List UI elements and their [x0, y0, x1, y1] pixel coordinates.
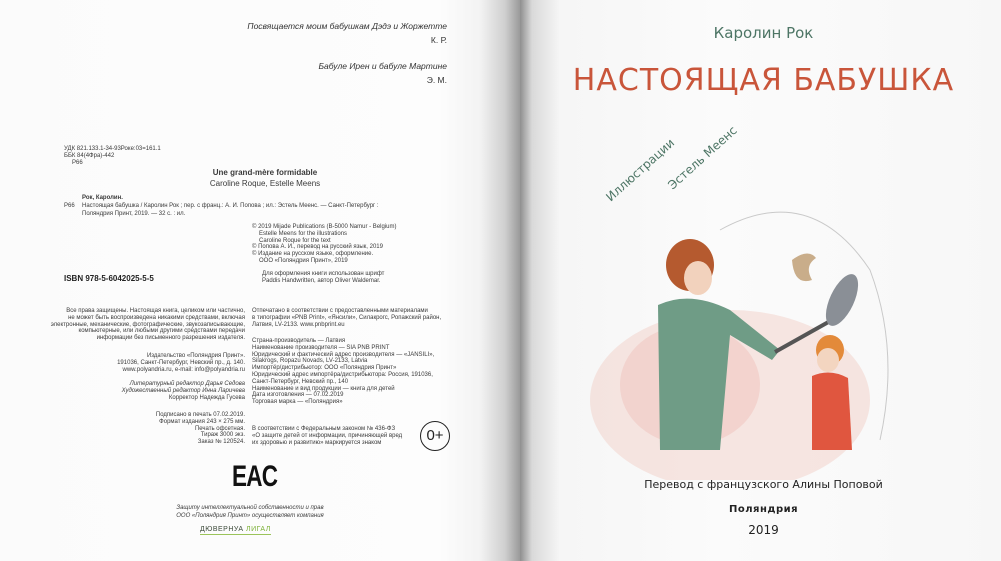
- publisher-line: 191036, Санкт-Петербург, Невский пр., д. 140.: [117, 359, 245, 366]
- eac-mark-icon: EAC: [232, 460, 278, 493]
- manufacturer-line: Импортёр/дистрибьютор: ООО «Поляндрия Принт»: [252, 365, 397, 372]
- print-info-line: Подписано в печать 07.02.2019.: [155, 412, 245, 418]
- translation-credit: Перевод с французского Алины Поповой: [644, 478, 883, 491]
- rights-line: электронные, механические, фотографические, звукозаписывающие,: [50, 321, 245, 328]
- printing-block: [252, 308, 441, 328]
- rights-line: не может быть воспроизведена никакими средствами, включая: [68, 314, 245, 321]
- copyright-line: © Попова А. И., перевод на русский язык, 2019: [252, 244, 383, 251]
- illustrator-name: Эстель Меенс: [665, 123, 740, 193]
- udk: УДК 821.133.1-34-93Роке:03=161.1: [64, 146, 161, 152]
- manufacturer-line: Silakrogs, Ropazu Novads, LV-2133, Latvia: [252, 358, 368, 365]
- manufacturer-line: Юридический и фактический адрес производителя — «JANSILI»,: [252, 351, 435, 358]
- manufacturer-line: Наименование и вид продукции — книга для детей: [252, 385, 395, 392]
- author-name: Каролин Рок: [713, 24, 814, 42]
- catalog-line-2: Поляндрия Принт, 2019. — 32 с. : ил.: [82, 211, 186, 217]
- dedication-2-sign: Э. М.: [426, 75, 447, 85]
- age-law-line: «О защите детей от информации, причиняющей вред: [252, 432, 403, 439]
- age-rating-badge: 0+: [420, 421, 450, 451]
- print-info-line: Формат издания 243 × 275 мм.: [159, 418, 245, 425]
- pancake-icon: [792, 253, 816, 281]
- dedication-1: Посвящается моим бабушкам Дэдэ и Жоржетте: [247, 21, 447, 31]
- printing-line: Отпечатано в соответствии с предоставленными материалами: [252, 308, 428, 314]
- print-info-line: Печать офсетная.: [194, 425, 245, 432]
- isbn: ISBN 978-5-6042025-5-5: [64, 274, 154, 283]
- copyright-line: ООО «Поляндрия Принт», 2019: [259, 257, 348, 264]
- manufacturer-line: Дата изготовления — 07.02.2019: [252, 392, 344, 399]
- editor-line: Литературный редактор Дарья Седова: [129, 381, 245, 387]
- font-note-1: Для оформления книги использован шрифт: [262, 271, 385, 277]
- author-code: Р66: [72, 160, 83, 166]
- publisher-logo: Поляндрия: [728, 504, 799, 515]
- book-title: НАСТОЯЩАЯ БАБУШКА: [572, 63, 955, 98]
- copyright-line: Caroline Roque for the text: [259, 237, 331, 244]
- cover-illustration: [580, 120, 980, 480]
- catalog-code: Р66: [64, 203, 75, 209]
- ip-protection-2: ООО «Поляндрия Принт» осуществляет компания: [176, 513, 324, 519]
- rights-line: компьютерные, или любыми другими средствами передачи: [78, 328, 245, 335]
- copyright-line: © 2019 Mijade Publications (B-5000 Namur - Belgium): [252, 224, 397, 230]
- catalog-heading: Рок, Каролин.: [82, 195, 123, 201]
- legal-logo-part2: ЛИГАЛ: [245, 526, 271, 533]
- rights-line: информации без письменного разрешения издателя.: [96, 335, 245, 342]
- printing-line: в типографии «PNB Print», «Янсили», Силакрогс, Ропажский район,: [252, 314, 442, 321]
- catalog-line-1: Настоящая бабушка / Каролин Рок ; пер. с франц.: А. И. Попова ; ил.: Эстель Меенс. — Санкт-Петербург :: [82, 203, 379, 209]
- age-law-line: их здоровью и развитию» маркируется знаком: [252, 439, 382, 446]
- manufacturer-line: Санкт-Петербург, Невский пр., 140: [252, 378, 349, 385]
- publisher-block: [117, 353, 245, 373]
- print-info-block: [156, 412, 245, 446]
- ip-protection-1: Защиту интеллектуальной собственности и прав: [176, 505, 324, 511]
- child-face: [817, 348, 839, 372]
- manufacturer-line: Юридический адрес импортёра/дистрибьютора: Россия, 191036,: [252, 371, 433, 378]
- manufacturer-block: [252, 338, 434, 406]
- legal-company-logo: [200, 525, 271, 535]
- copyright-line: Estelle Meens for the illustrations: [259, 230, 348, 237]
- copyright-block: [252, 224, 397, 265]
- print-info-line: Тираж 3000 экз.: [200, 432, 245, 439]
- grandma-face: [684, 261, 712, 295]
- dedication-1-sign: К. Р.: [430, 35, 447, 45]
- illustrations-label: Иллюстрации: [603, 135, 678, 205]
- child-body: [812, 372, 852, 450]
- manufacturer-line: Страна-производитель — Латвия: [252, 338, 346, 344]
- publisher-website[interactable]: www.polyandria.ru, e-mail: info@polyandria.ru: [122, 366, 245, 373]
- editors-block: [122, 381, 245, 401]
- publisher-line: Издательство «Поляндрия Принт».: [146, 353, 245, 359]
- manufacturer-line: Наименование производителя — SIA PNB PRINT: [252, 344, 390, 351]
- right-page-title: [520, 0, 1001, 561]
- original-title: Une grand-mère formidable: [212, 168, 318, 177]
- dedication-2: Бабуле Ирен и бабуле Мартине: [318, 61, 447, 71]
- age-law-block: [252, 426, 402, 446]
- manufacturer-line: Торговая марка — «Поляндрия»: [252, 399, 343, 406]
- editor-line: Художественный редактор Инна Ларичева: [121, 387, 245, 394]
- copyright-line: © Издание на русском языке, оформление.: [252, 251, 374, 258]
- printing-line: Латвия, LV-2133. www.pnbprint.eu: [252, 321, 345, 328]
- age-law-line: В соответствии с Федеральным законом № 436-ФЗ: [252, 426, 396, 432]
- legal-logo-part1: ДЮВЕРНУА: [200, 526, 244, 533]
- print-info-line: Заказ № 120524.: [197, 439, 245, 446]
- bbk: ББК 84(4Фра)-442: [64, 153, 115, 159]
- publication-year: 2019: [748, 523, 779, 537]
- editor-line: Корректор Надежда Гусева: [168, 394, 245, 401]
- rights-line: Все права защищены. Настоящая книга, целиком или частично,: [66, 308, 245, 314]
- original-authors: Caroline Roque, Estelle Meens: [209, 179, 321, 188]
- rights-block: [51, 308, 245, 342]
- font-note-2: Paddis Handwritten, автор Oliver Waldemar.: [262, 278, 381, 284]
